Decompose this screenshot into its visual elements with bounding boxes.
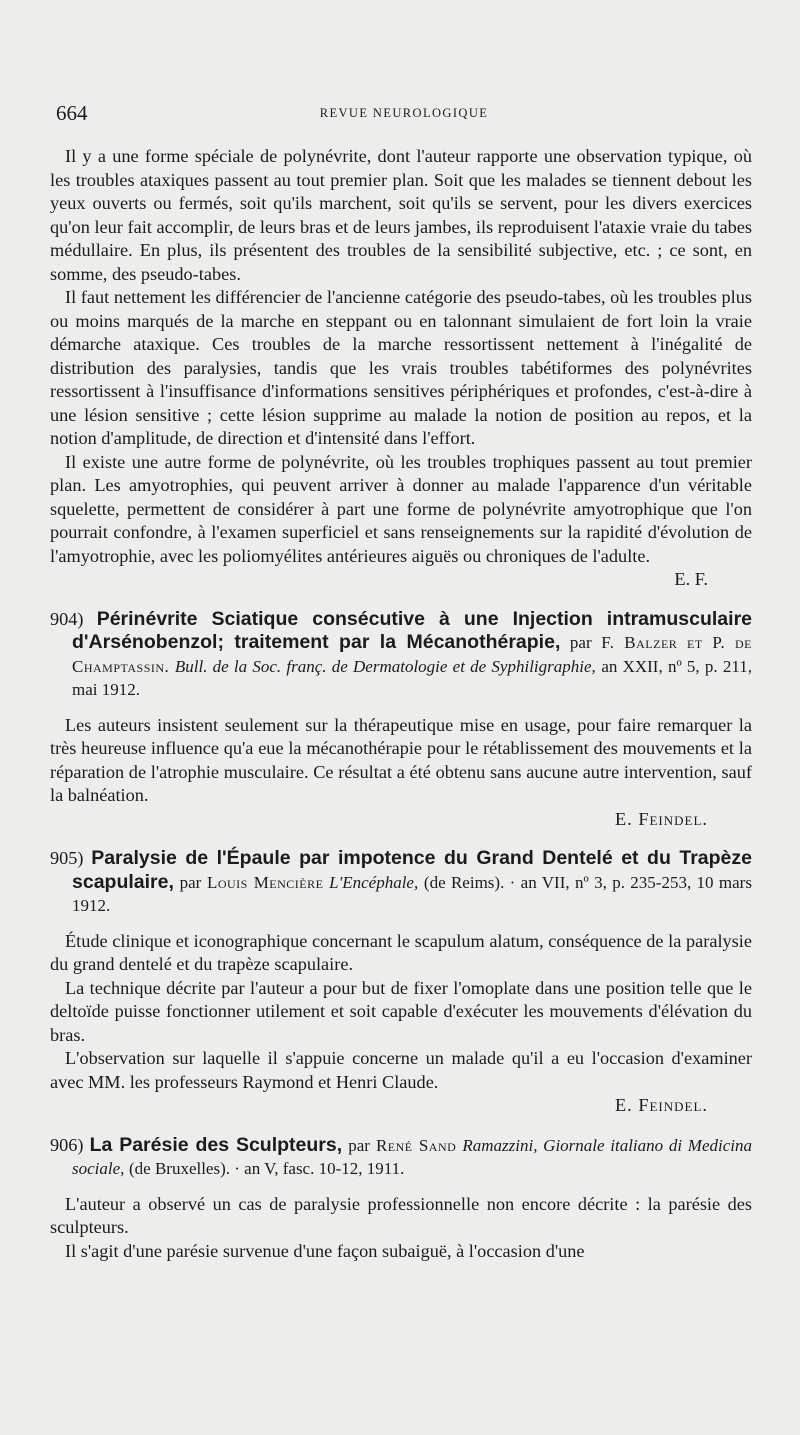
intro-section: [50, 145, 752, 592]
paragraph: L'observation sur laquelle il s'appuie concerne un malade qu'il a eu l'occasion d'examiner avec MM. les professeurs Raymond et Henri Claude.: [50, 1048, 752, 1092]
entry-by: par: [569, 633, 592, 652]
paragraph: Il y a une forme spéciale de polynévrite, dont l'auteur rapporte une observation typique, où les troubles ataxiques passent au tout premier plan. Soit que les malades se tiennent debout les yeux ouverts ou fermés, soit qu'ils marchent, soit qu'ils se servent, pour les divers exercices qu'on leur fait accomplir, de leurs bras et de leurs jambes, ils reproduisent l'ataxie vraie du tabes médullaire. En plus, ils présentent des troubles de la sensibilité subjective, etc. ; ce sont, en somme, des pseudo-tabes.: [50, 146, 752, 284]
paragraph: Il faut nettement les différencier de l'ancienne catégorie des pseudo-tabes, où les troubles plus ou moins marqués de la marche en steppant ou en talonnant simulaient de fort loin la vraie démarche ataxique. Ces troubles de la marche ressortissent nettement à l'inégalité de distribution des paralysies, tandis que les vrais troubles tabétiformes des polynévrites ressortissent à l'insuffisance d'informations sensitives périphériques et profondes, c'est-à-dire à une lésion sensitive ; cette lésion supprime au malade la notion de position au repos, et la notion d'amplitude, de direction et d'intensité dans l'effort.: [50, 287, 752, 448]
entry-title: Paralysie de l'Épaule par impotence du Grand Dentelé et du Trapèze scapulaire,: [72, 847, 752, 893]
page-number: 664: [56, 101, 88, 125]
entry-authors: Louis Mencière: [206, 872, 324, 892]
entry-905: [50, 847, 752, 1118]
entry-heading: [50, 1134, 752, 1181]
entry-citation: an XXII, nº 5, p. 211, mai 1912.: [72, 656, 752, 699]
entry-by: par: [348, 1135, 370, 1155]
entry-number: 904): [50, 608, 84, 629]
entry-source: Bull. de la Soc. franç. de Dermatologie et de Syphiligraphie,: [174, 656, 596, 676]
signature: E. Feindel.: [615, 808, 708, 829]
running-head: REVUE NEUROLOGIQUE: [319, 106, 489, 120]
paragraph: Les auteurs insistent seulement sur la thérapeutique mise en usage, pour faire remarquer la très heureuse influence qu'a eue la mécanothérapie pour le rétablissement des mouvements et la réparation de l'atrophie musculaire. Ce résultat a été obtenu sans aucune autre intervention, sauf la balnéation.: [50, 714, 752, 805]
entry-heading: [50, 608, 752, 702]
paragraph: Il s'agit d'une parésie survenue d'une façon subaiguë, à l'occasion d'une: [65, 1240, 585, 1261]
paragraph: Étude clinique et iconographique concernant le scapulum alatum, conséquence de la paralysie du grand dentelé et du trapèze scapulaire.: [50, 930, 752, 974]
signature: E. Feindel.: [615, 1095, 708, 1115]
entry-authors: F. Balzer et P. de Champtassin.: [72, 633, 752, 676]
entry-number: 905): [50, 848, 84, 868]
entry-title: La Parésie des Sculpteurs,: [89, 1133, 343, 1156]
body-text: [50, 145, 752, 1263]
entry-title: Périnévrite Sciatique consécutive à une Injection intramusculaire d'Arsénobenzol; traitement par la Mécanothérapie,: [72, 607, 752, 653]
entry-citation: (de Bruxelles). · an V, fasc. 10-12, 1911.: [128, 1159, 405, 1178]
entry-authors: René Sand: [375, 1135, 457, 1155]
entry-heading: [50, 847, 752, 918]
paragraph: Il existe une autre forme de polynévrite, où les troubles trophiques passent au tout premier plan. Les amyotrophies, qui peuvent arriver à donner au malade l'apparence d'un véritable squelette, permettent de considérer à part une forme de polynévrite amyotrophique que l'on pourrait confondre, à l'examen superficiel et sans renseignements sur la rapidité d'évolution de l'amyotrophie, avec les poliomyélites antérieures aiguës ou chroniques de l'adulte.: [50, 451, 752, 566]
entry-904: [50, 608, 752, 832]
entry-source: Ramazzini, Giornale italiano di Medicina sociale,: [72, 1135, 753, 1178]
entry-by: par: [179, 872, 202, 892]
page-header: [56, 101, 752, 131]
entry-number: 906): [50, 1134, 84, 1155]
signature: E. F.: [674, 569, 708, 589]
entry-906: [50, 1134, 752, 1264]
entry-source: L'Encéphale,: [329, 872, 419, 892]
paragraph: La technique décrite par l'auteur a pour but de fixer l'omoplate dans une position telle que le deltoïde puisse fonctionner utilement et soit capable d'exécuter les mouvements d'élévation du bras.: [50, 977, 752, 1045]
paragraph: L'auteur a observé un cas de paralysie professionnelle non encore décrite : la parésie des sculpteurs.: [50, 1193, 752, 1237]
entry-citation: (de Reims). · an VII, nº 3, p. 235-253, 10 mars 1912.: [72, 872, 752, 915]
